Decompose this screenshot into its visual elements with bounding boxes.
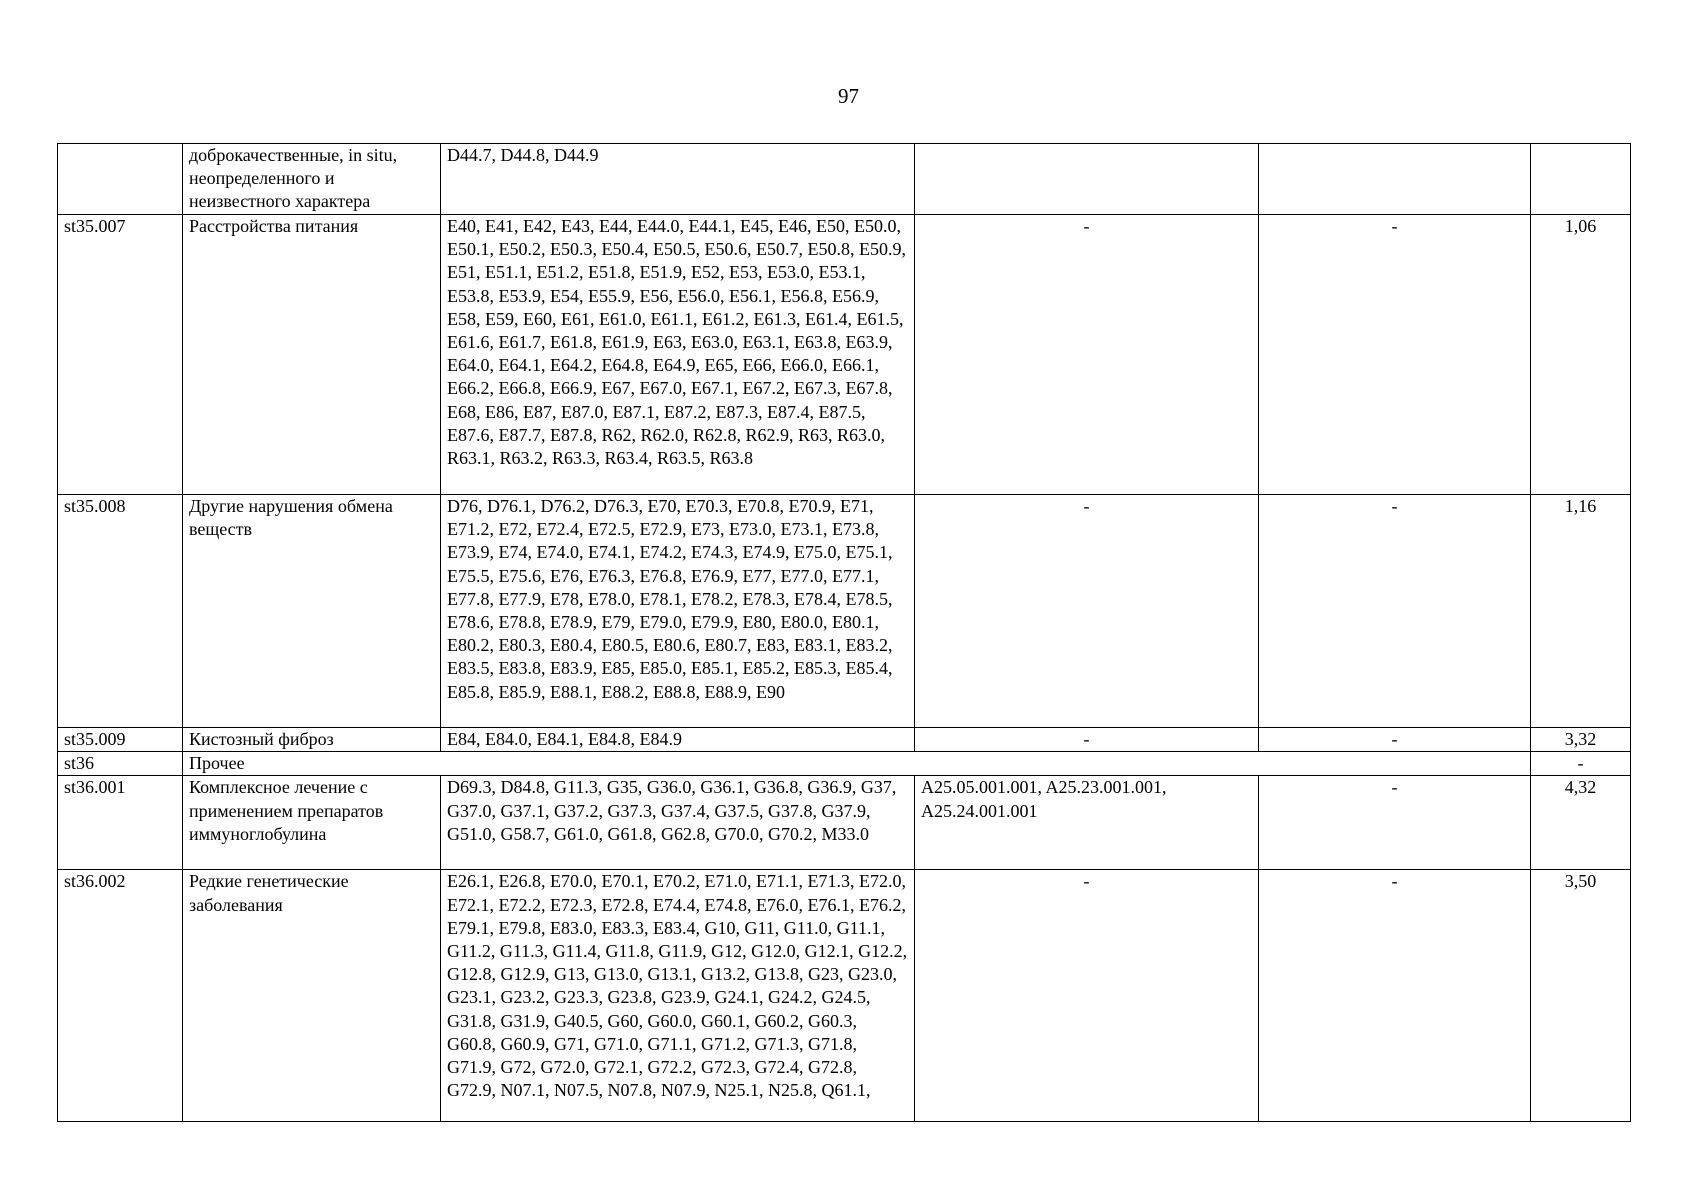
other-criteria-cell: - — [1259, 776, 1531, 870]
service-codes-cell: - — [915, 215, 1259, 495]
ksg-code-cell: st35.009 — [58, 728, 183, 752]
coefficient-cell: 3,32 — [1531, 728, 1631, 752]
service-codes-cell: A25.05.001.001, A25.23.001.001, A25.24.001.001 — [915, 776, 1259, 870]
ksg-name-cell: Комплексное лечение с применением препаратов иммуноглобулина — [183, 776, 441, 870]
ksg-name-cell: Редкие генетические заболевания — [183, 870, 441, 1122]
service-codes-cell: - — [915, 870, 1259, 1122]
table-row — [58, 495, 1631, 728]
ksg-profile-name-cell: Прочее — [183, 752, 1531, 776]
ksg-name-cell: Кистозный фиброз — [183, 728, 441, 752]
section-header-row — [58, 752, 1631, 776]
table-row — [58, 728, 1631, 752]
service-codes-cell: - — [915, 728, 1259, 752]
icd-codes-cell: E40, E41, E42, E43, E44, E44.0, E44.1, E45, E46, E50, E50.0, E50.1, E50.2, E50.3, E50.4, E50.5, E50.6, E50.7, E50.8, E50.9, E51, E51.1, E51.2, E51.8, E51.9, E52, E53, E53.0, E53.1, E53.8, E53.9, E54, E55.9, E56, E56.0, E56.1, E56.8, E56.9, E58, E59, E60, E61, E61.0, E61.1, E61.2, E61.3, E61.4, E61.5, E61.6, E61.7, E61.8, E61.9, E63, E63.0, E63.1, E63.8, E63.9, E64.0, E64.1, E64.2, E64.8, E64.9, E65, E66, E66.0, E66.1, E66.2, E66.8, E66.9, E67, E67.0, E67.1, E67.2, E67.3, E67.8, E68, E86, E87, E87.0, E87.1, E87.2, E87.3, E87.4, E87.5, E87.6, E87.7, E87.8, R62, R62.0, R62.8, R62.9, R63, R63.0, R63.1, R63.2, R63.3, R63.4, R63.5, R63.8 — [441, 215, 915, 495]
coefficient-cell: 4,32 — [1531, 776, 1631, 870]
other-criteria-cell: - — [1259, 495, 1531, 728]
table-row — [58, 144, 1631, 215]
ksg-profile-code-cell: st36 — [58, 752, 183, 776]
table-row — [58, 776, 1631, 870]
ksg-table — [57, 143, 1631, 1122]
page-number: 97 — [838, 84, 859, 108]
ksg-code-cell: st36.001 — [58, 776, 183, 870]
coefficient-cell: - — [1531, 752, 1631, 776]
other-criteria-cell: - — [1259, 215, 1531, 495]
service-codes-cell: - — [915, 495, 1259, 728]
coefficient-cell: 1,06 — [1531, 215, 1631, 495]
table-row — [58, 870, 1631, 1122]
icd-codes-cell: D76, D76.1, D76.2, D76.3, E70, E70.3, E70.8, E70.9, E71, E71.2, E72, E72.4, E72.5, E72.9, E73, E73.0, E73.1, E73.8, E73.9, E74, E74.0, E74.1, E74.2, E74.3, E74.9, E75.0, E75.1, E75.5, E75.6, E76, E76.3, E76.8, E76.9, E77, E77.0, E77.1, E77.8, E77.9, E78, E78.0, E78.1, E78.2, E78.3, E78.4, E78.5, E78.6, E78.8, E78.9, E79, E79.0, E79.9, E80, E80.0, E80.1, E80.2, E80.3, E80.4, E80.5, E80.6, E80.7, E83, E83.1, E83.2, E83.5, E83.8, E83.9, E85, E85.0, E85.1, E85.2, E85.3, E85.4, E85.8, E85.9, E88.1, E88.2, E88.8, E88.9, E90 — [441, 495, 915, 728]
other-criteria-cell: - — [1259, 728, 1531, 752]
coefficient-cell: 1,16 — [1531, 495, 1631, 728]
other-criteria-cell: - — [1259, 870, 1531, 1122]
icd-codes-cell: E26.1, E26.8, E70.0, E70.1, E70.2, E71.0, E71.1, E71.3, E72.0, E72.1, E72.2, E72.3, E72.8, E74.4, E74.8, E76.0, E76.1, E76.2, E79.1, E79.8, E83.0, E83.3, E83.4, G10, G11, G11.0, G11.1, G11.2, G11.3, G11.4, G11.8, G11.9, G12, G12.0, G12.1, G12.2, G12.8, G12.9, G13, G13.0, G13.1, G13.2, G13.8, G23, G23.0, G23.1, G23.2, G23.3, G23.8, G23.9, G24.1, G24.2, G24.5, G31.8, G31.9, G40.5, G60, G60.0, G60.1, G60.2, G60.3, G60.8, G60.9, G71, G71.0, G71.1, G71.2, G71.3, G71.8, G71.9, G72, G72.0, G72.1, G72.2, G72.3, G72.4, G72.8, G72.9, N07.1, N07.5, N07.8, N07.9, N25.1, N25.8, Q61.1, — [441, 870, 915, 1122]
ksg-name-cell: Другие нарушения обмена веществ — [183, 495, 441, 728]
service-codes-cell — [915, 144, 1259, 215]
coefficient-cell: 3,50 — [1531, 870, 1631, 1122]
ksg-code-cell: st35.007 — [58, 215, 183, 495]
table-row — [58, 215, 1631, 495]
ksg-code-cell — [58, 144, 183, 215]
coefficient-cell — [1531, 144, 1631, 215]
ksg-name-cell: доброкачественные, in situ, неопределенного и неизвестного характера — [183, 144, 441, 215]
ksg-code-cell: st36.002 — [58, 870, 183, 1122]
other-criteria-cell — [1259, 144, 1531, 215]
ksg-code-cell: st35.008 — [58, 495, 183, 728]
icd-codes-cell: D69.3, D84.8, G11.3, G35, G36.0, G36.1, G36.8, G36.9, G37, G37.0, G37.1, G37.2, G37.3, G37.4, G37.5, G37.8, G37.9, G51.0, G58.7, G61.0, G61.8, G62.8, G70.0, G70.2, M33.0 — [441, 776, 915, 870]
icd-codes-cell: D44.7, D44.8, D44.9 — [441, 144, 915, 215]
icd-codes-cell: E84, E84.0, E84.1, E84.8, E84.9 — [441, 728, 915, 752]
ksg-name-cell: Расстройства питания — [183, 215, 441, 495]
